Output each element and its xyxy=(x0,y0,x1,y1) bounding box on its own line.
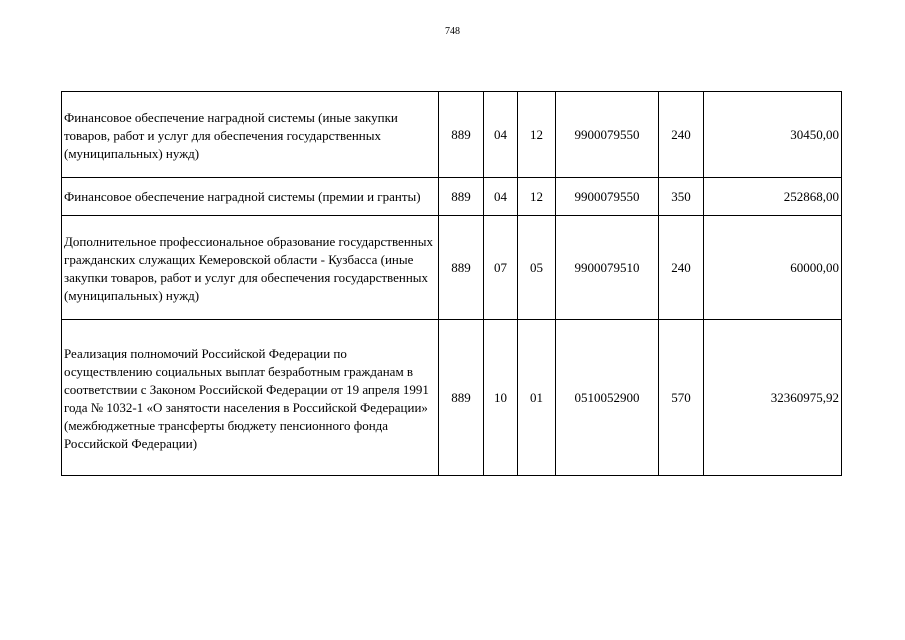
expense-type-cell: 240 xyxy=(659,216,704,320)
target-code-cell: 0510052900 xyxy=(556,320,659,476)
page-number: 748 xyxy=(445,26,460,37)
amount-cell: 30450,00 xyxy=(704,92,842,178)
section-code-cell: 04 xyxy=(484,178,518,216)
section-code-cell: 07 xyxy=(484,216,518,320)
table-row xyxy=(62,320,842,476)
amount-cell: 252868,00 xyxy=(704,178,842,216)
subsection-code-cell: 12 xyxy=(518,92,556,178)
target-code-cell: 9900079550 xyxy=(556,178,659,216)
expense-name-cell: Финансовое обеспечение наградной системы (премии и гранты) xyxy=(62,178,439,216)
table-row xyxy=(62,216,842,320)
section-code-cell: 04 xyxy=(484,92,518,178)
section-code-cell: 10 xyxy=(484,320,518,476)
table-row xyxy=(62,92,842,178)
expense-type-cell: 350 xyxy=(659,178,704,216)
subsection-code-cell: 12 xyxy=(518,178,556,216)
ministry-code-cell: 889 xyxy=(439,92,484,178)
expense-type-cell: 570 xyxy=(659,320,704,476)
ministry-code-cell: 889 xyxy=(439,178,484,216)
target-code-cell: 9900079510 xyxy=(556,216,659,320)
amount-cell: 32360975,92 xyxy=(704,320,842,476)
expense-name-cell: Финансовое обеспечение наградной системы (иные закупки товаров, работ и услуг для обеспечения государственных (муниципальных) нужд) xyxy=(62,92,439,178)
subsection-code-cell: 01 xyxy=(518,320,556,476)
amount-cell: 60000,00 xyxy=(704,216,842,320)
ministry-code-cell: 889 xyxy=(439,320,484,476)
budget-table xyxy=(61,91,842,476)
table-row xyxy=(62,178,842,216)
expense-name-cell: Реализация полномочий Российской Федерации по осуществлению социальных выплат безработным гражданам в соответствии с Законом Российской Федерации от 19 апреля 1991 года № 1032-1 «О занятости населения в Российской Федерации» (межбюджетные трансферты бюджету пенсионного фонда Российской Федерации) xyxy=(62,320,439,476)
subsection-code-cell: 05 xyxy=(518,216,556,320)
expense-type-cell: 240 xyxy=(659,92,704,178)
ministry-code-cell: 889 xyxy=(439,216,484,320)
target-code-cell: 9900079550 xyxy=(556,92,659,178)
expense-name-cell: Дополнительное профессиональное образование государственных гражданских служащих Кемеровской области - Кузбасса (иные закупки товаров, работ и услуг для обеспечения государственных (муниципальных) нужд) xyxy=(62,216,439,320)
